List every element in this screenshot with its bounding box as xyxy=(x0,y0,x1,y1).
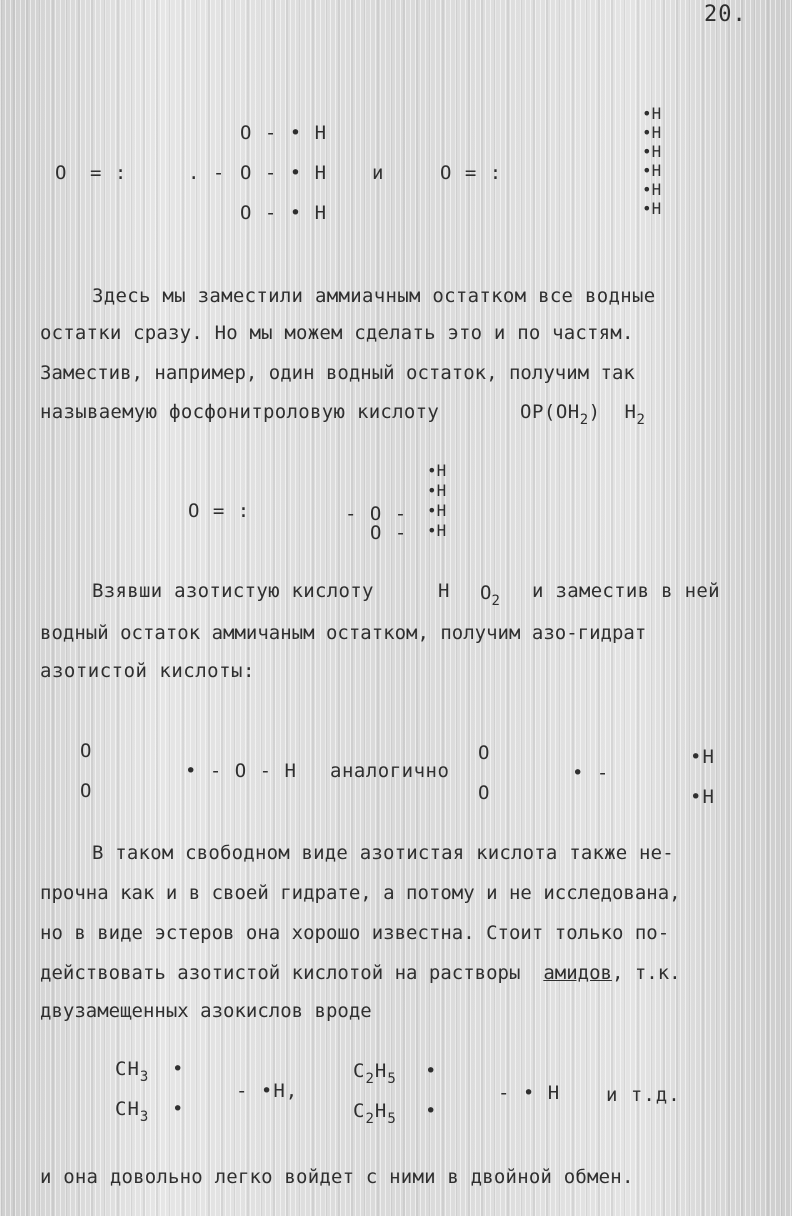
formula-3-h-1: •Н xyxy=(690,746,715,768)
formula-4-mid-2: - • Н xyxy=(498,1082,561,1104)
formula-3-o-1: О xyxy=(80,740,93,762)
formula-2-h-1: •Н xyxy=(427,461,447,480)
formula-4-mid-1: - •Н, xyxy=(236,1080,299,1102)
paragraph-2-o: О xyxy=(480,582,492,604)
formula-4-dot-c: • xyxy=(425,1060,438,1082)
formula-op-main: ОР(ОН xyxy=(520,401,580,423)
paragraph-4: и она довольно легко войдет с ними в двойной обмен. xyxy=(40,1166,634,1188)
paragraph-2-line-3: азотистой кислоты: xyxy=(40,660,255,682)
formula-1-o-left: О xyxy=(55,162,68,184)
formula-3-mid: • - О - Н xyxy=(185,760,297,782)
formula-1-row-2: О - • Н xyxy=(240,162,328,184)
formula-op xyxy=(520,401,646,428)
formula-4-dot-b: • xyxy=(172,1098,185,1120)
paragraph-1-line-3: Заместив, например, один водный остаток, получим так xyxy=(40,362,635,384)
paragraph-1-line-4: называемую фосфонитроловую кислоту xyxy=(40,401,440,423)
page-number: 20. xyxy=(704,2,747,27)
formula-3-analog: аналогично xyxy=(330,760,450,782)
formula-2-h-3: •Н xyxy=(427,501,447,520)
paragraph-2-o-sub: 2 xyxy=(491,593,500,609)
formula-2-left: О = : xyxy=(188,500,251,522)
formula-4-ch3-b: $СН_3$ xyxy=(115,1098,150,1125)
formula-4-c2h5-a: $С_2Н_5$ xyxy=(353,1060,397,1087)
paragraph-1-line-2: остатки сразу. Но мы можем сделать это и по частям. xyxy=(40,322,634,344)
paragraph-3-line-4 xyxy=(40,962,681,984)
formula-1-row-1: О - • Н xyxy=(240,122,328,144)
formula-op-h: Н xyxy=(624,401,637,423)
formula-1-h-5: •Н xyxy=(642,180,662,199)
formula-2-h-4: •Н xyxy=(427,521,447,540)
paragraph-2-h: Н xyxy=(438,580,450,602)
paragraph-1-line-1: Здесь мы заместили аммиачным остатком все водные xyxy=(92,285,656,307)
formula-op-close: ) xyxy=(588,401,601,423)
formula-4-c2h5-b: $С_2Н_5$ xyxy=(353,1100,397,1127)
paragraph-3-line-3: но в виде эстеров она хорошо известна. Стоит только по- xyxy=(40,922,670,944)
formula-1-h-6: •Н xyxy=(642,199,662,218)
paragraph-2-line-2: водный остаток аммичаным остатком, получим азо-гидрат xyxy=(40,622,647,644)
paragraph-3-line-2: прочна как и в своей гидрате, а потому и не исследована, xyxy=(40,882,681,904)
formula-4-etc: и т.д. xyxy=(606,1084,681,1106)
formula-op-sub: 2 xyxy=(579,412,589,428)
formula-3-h-2: •Н xyxy=(690,786,715,808)
formula-4-ch3-a: $СН_3$ xyxy=(115,1058,150,1085)
formula-4-dot-d: • xyxy=(425,1100,438,1122)
formula-2-mid-1: - О - xyxy=(345,503,408,525)
formula-1-h-4: •Н xyxy=(642,161,662,180)
paragraph-3-line-1: В таком свободном виде азотистая кислота также не- xyxy=(92,842,674,864)
formula-1-and: и xyxy=(372,162,385,184)
formula-op-h-sub: 2 xyxy=(636,412,646,428)
paragraph-2-line-1-a: Взявши азотистую кислоту xyxy=(92,580,374,602)
paragraph-2-line-1-b: и заместив в ней xyxy=(532,580,720,602)
formula-1-dot-dash: . - xyxy=(188,162,226,184)
formula-2-h-2: •Н xyxy=(427,481,447,500)
formula-3-o-2: О xyxy=(80,780,93,802)
formula-1-row-3: О - • Н xyxy=(240,202,328,224)
formula-1-h-2: •Н xyxy=(642,123,662,142)
paragraph-3-amides: амидов xyxy=(543,962,612,984)
formula-4-dot-a: • xyxy=(172,1058,185,1080)
formula-2-mid-2: О - xyxy=(370,522,408,544)
paragraph-3-line-4-a: действовать азотистой кислотой на растворы xyxy=(40,962,521,984)
paragraph-3-line-5: двузамещенных азокислов вроде xyxy=(40,1000,372,1022)
formula-1-h-1: •Н xyxy=(642,104,662,123)
formula-3-o-4: О xyxy=(478,782,491,804)
paragraph-3-line-4-b: , т.к. xyxy=(611,962,681,984)
paragraph-2-o2 xyxy=(480,582,500,609)
formula-3-dot-dash: • - xyxy=(572,762,610,784)
formula-3-o-3: О xyxy=(478,742,491,764)
formula-1-double-colon: = : xyxy=(90,162,128,184)
formula-1-h-3: •Н xyxy=(642,142,662,161)
formula-1-o-right: О = : xyxy=(440,162,503,184)
